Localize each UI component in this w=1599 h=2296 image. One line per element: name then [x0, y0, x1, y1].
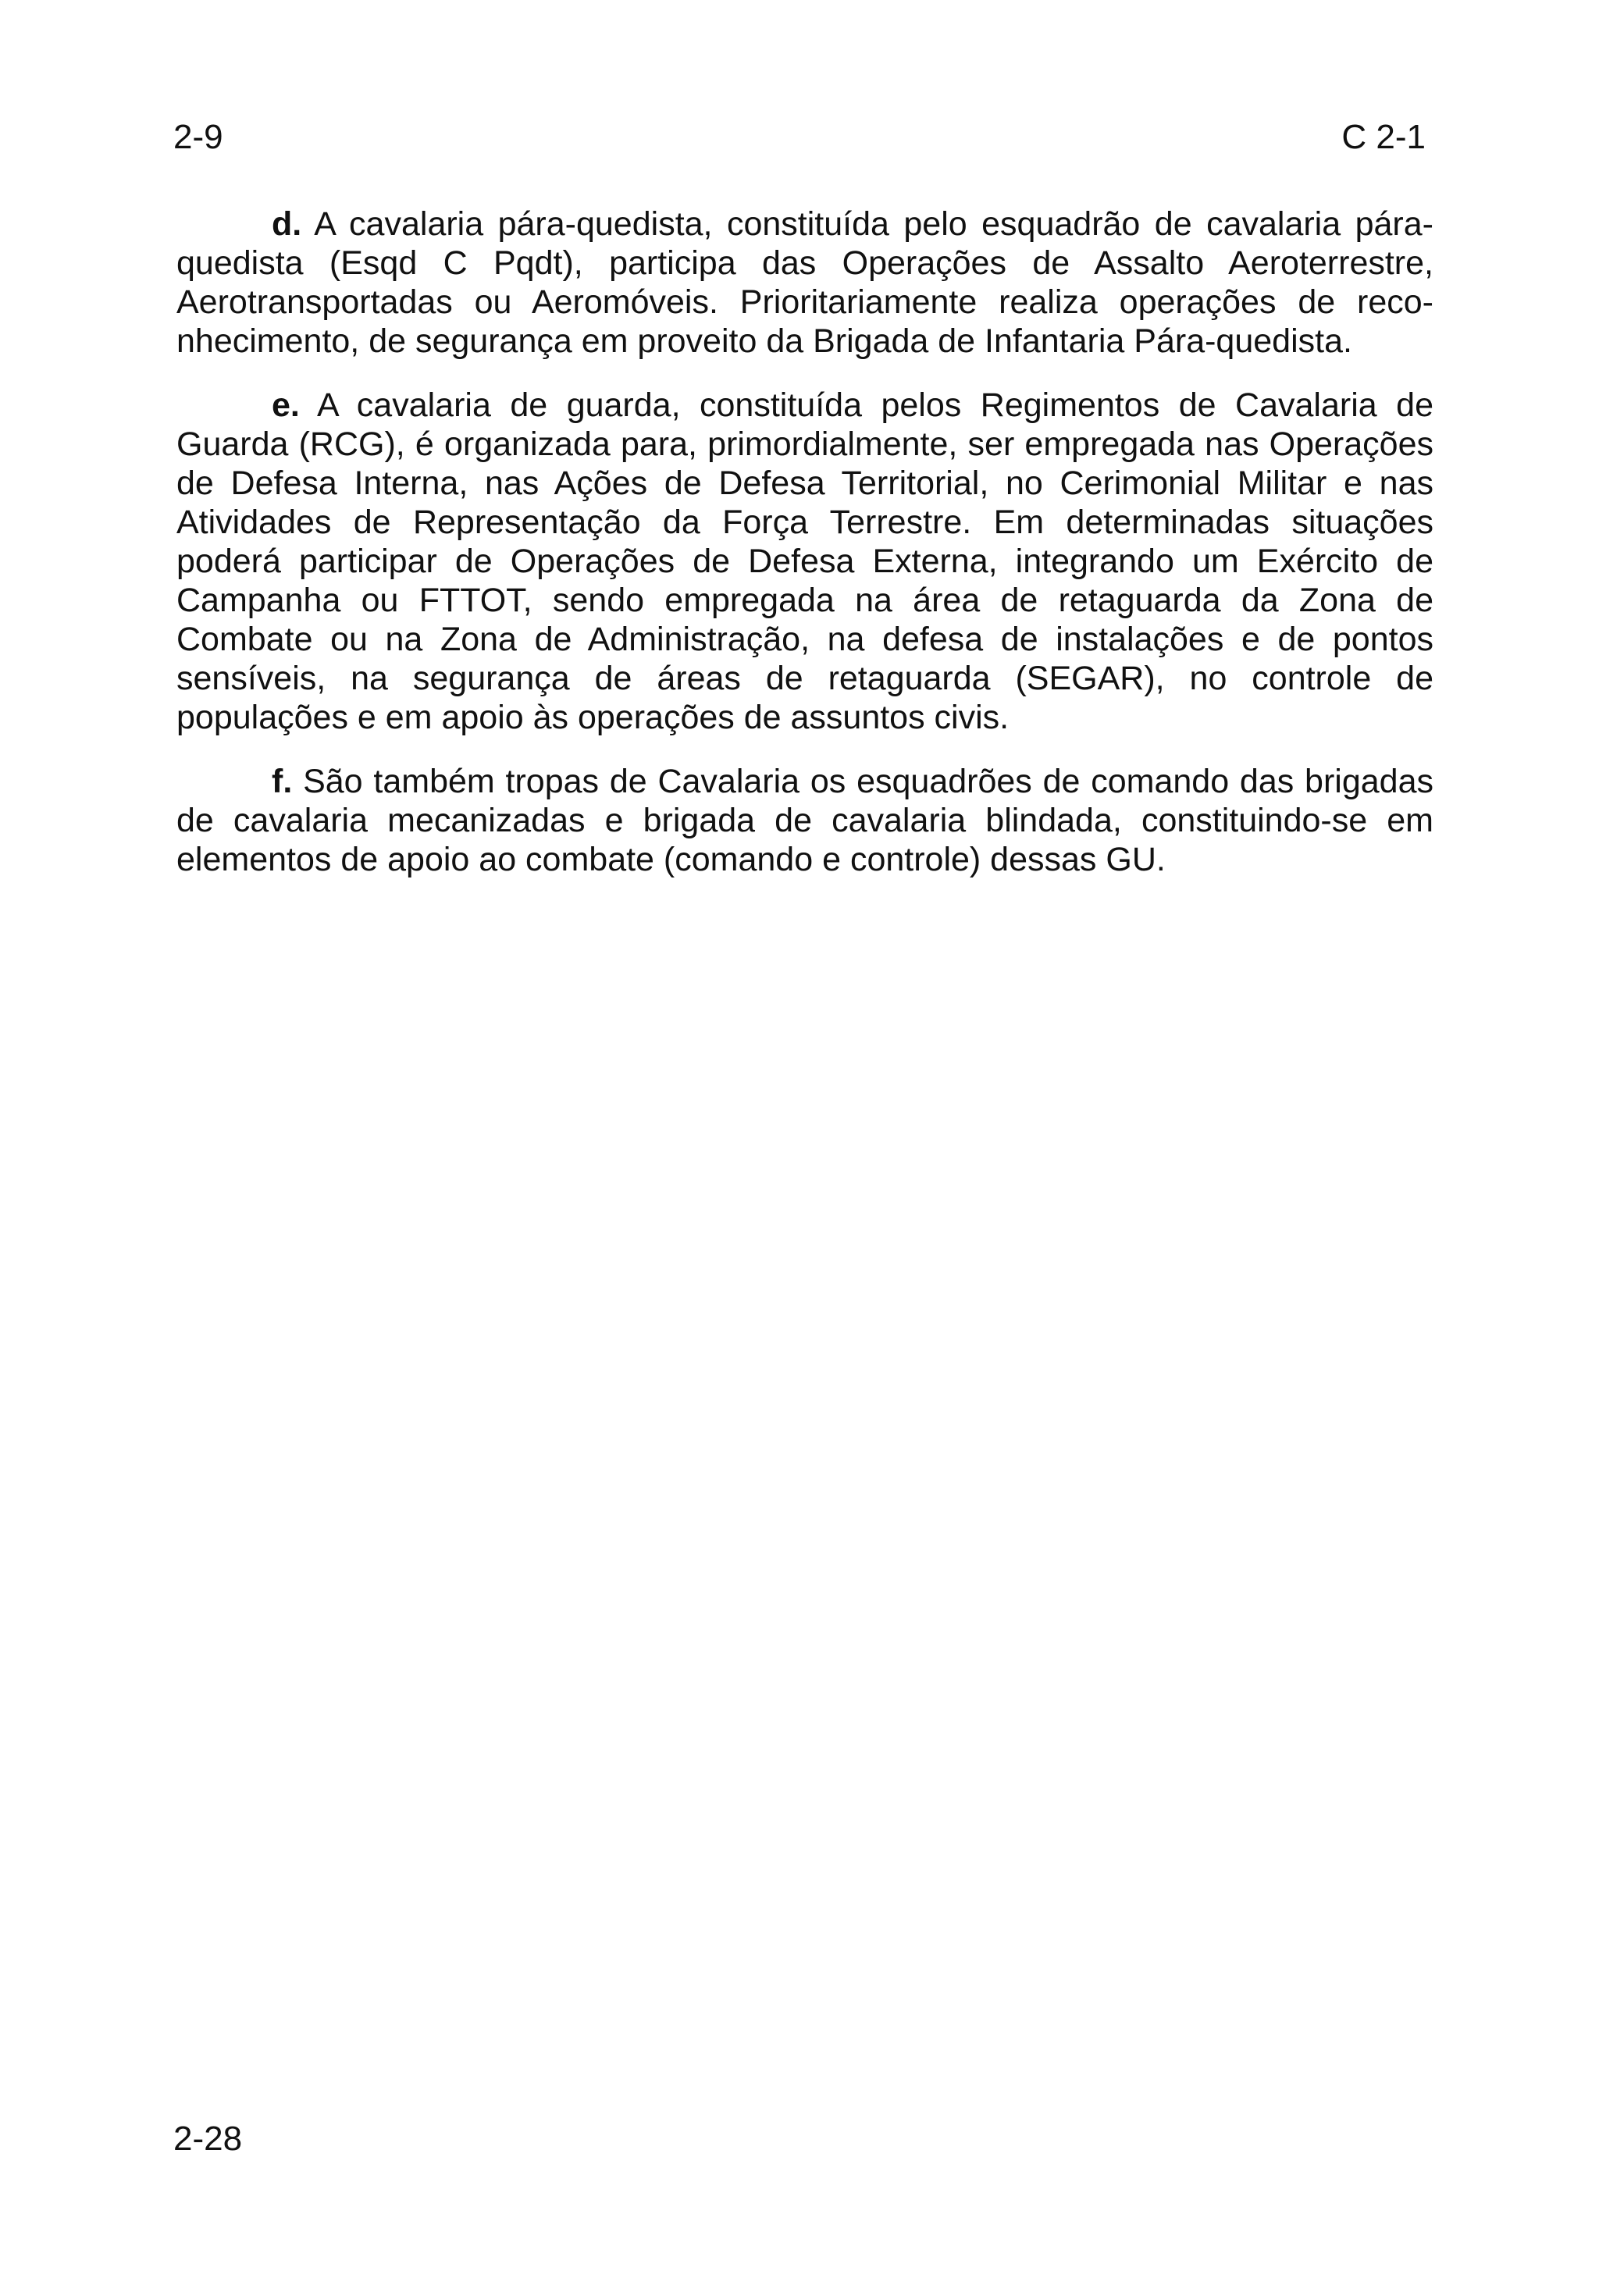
paragraph-text: A cavalaria de guarda, constituída pelos Regimentos de Cavalaria de Guarda (RCG), é organizada para, primordialmente, ser empregada nas Operações de Defesa Interna, nas Ações de Defesa Territorial, no Cerimonial Militar e nas Atividades de Representação da Força Terrestre. Em determinadas situações poderá participar de Operações de Defesa Externa, integrando um Exército de Campanha ou FTTOT, sendo empregada na área de retaguarda da Zona de Combate ou na Zona de Administração, na defesa de instalações e de pontos sensíveis, na segurança de áreas de retaguarda (SEGAR), no controle de populações e em apoio às operações de assuntos civis. [176, 386, 1433, 736]
page-number: 2-28 [173, 2120, 243, 2158]
section-number: 2-9 [173, 118, 223, 156]
paragraph-text: A cavalaria pára-quedista, constituída pelo esquadrão de cavalaria pára-quedista (Esqd C Pqdt), participa das Operações de Assalto Aeroterrestre, Aerotransportadas ou Aeromóveis. Prioritariamente realiza operações de reconhecimento, de segurança em proveito da Brigada de Infantaria Pára-quedista. [176, 205, 1433, 360]
manual-code: C 2-1 [1341, 118, 1426, 156]
paragraph-label: e. [272, 386, 300, 424]
paragraph-f [176, 762, 1433, 879]
paragraph-d [176, 205, 1433, 361]
document-body [176, 205, 1433, 904]
paragraph-label: f. [272, 763, 293, 800]
paragraph-e [176, 386, 1433, 737]
paragraph-text: São também tropas de Cavalaria os esquadrões de comando das brigadas de cavalaria mecanizadas e brigada de cavalaria blindada, constituindo-se em elementos de apoio ao combate (comando e controle) dessas GU. [176, 763, 1433, 878]
paragraph-label: d. [272, 205, 302, 243]
